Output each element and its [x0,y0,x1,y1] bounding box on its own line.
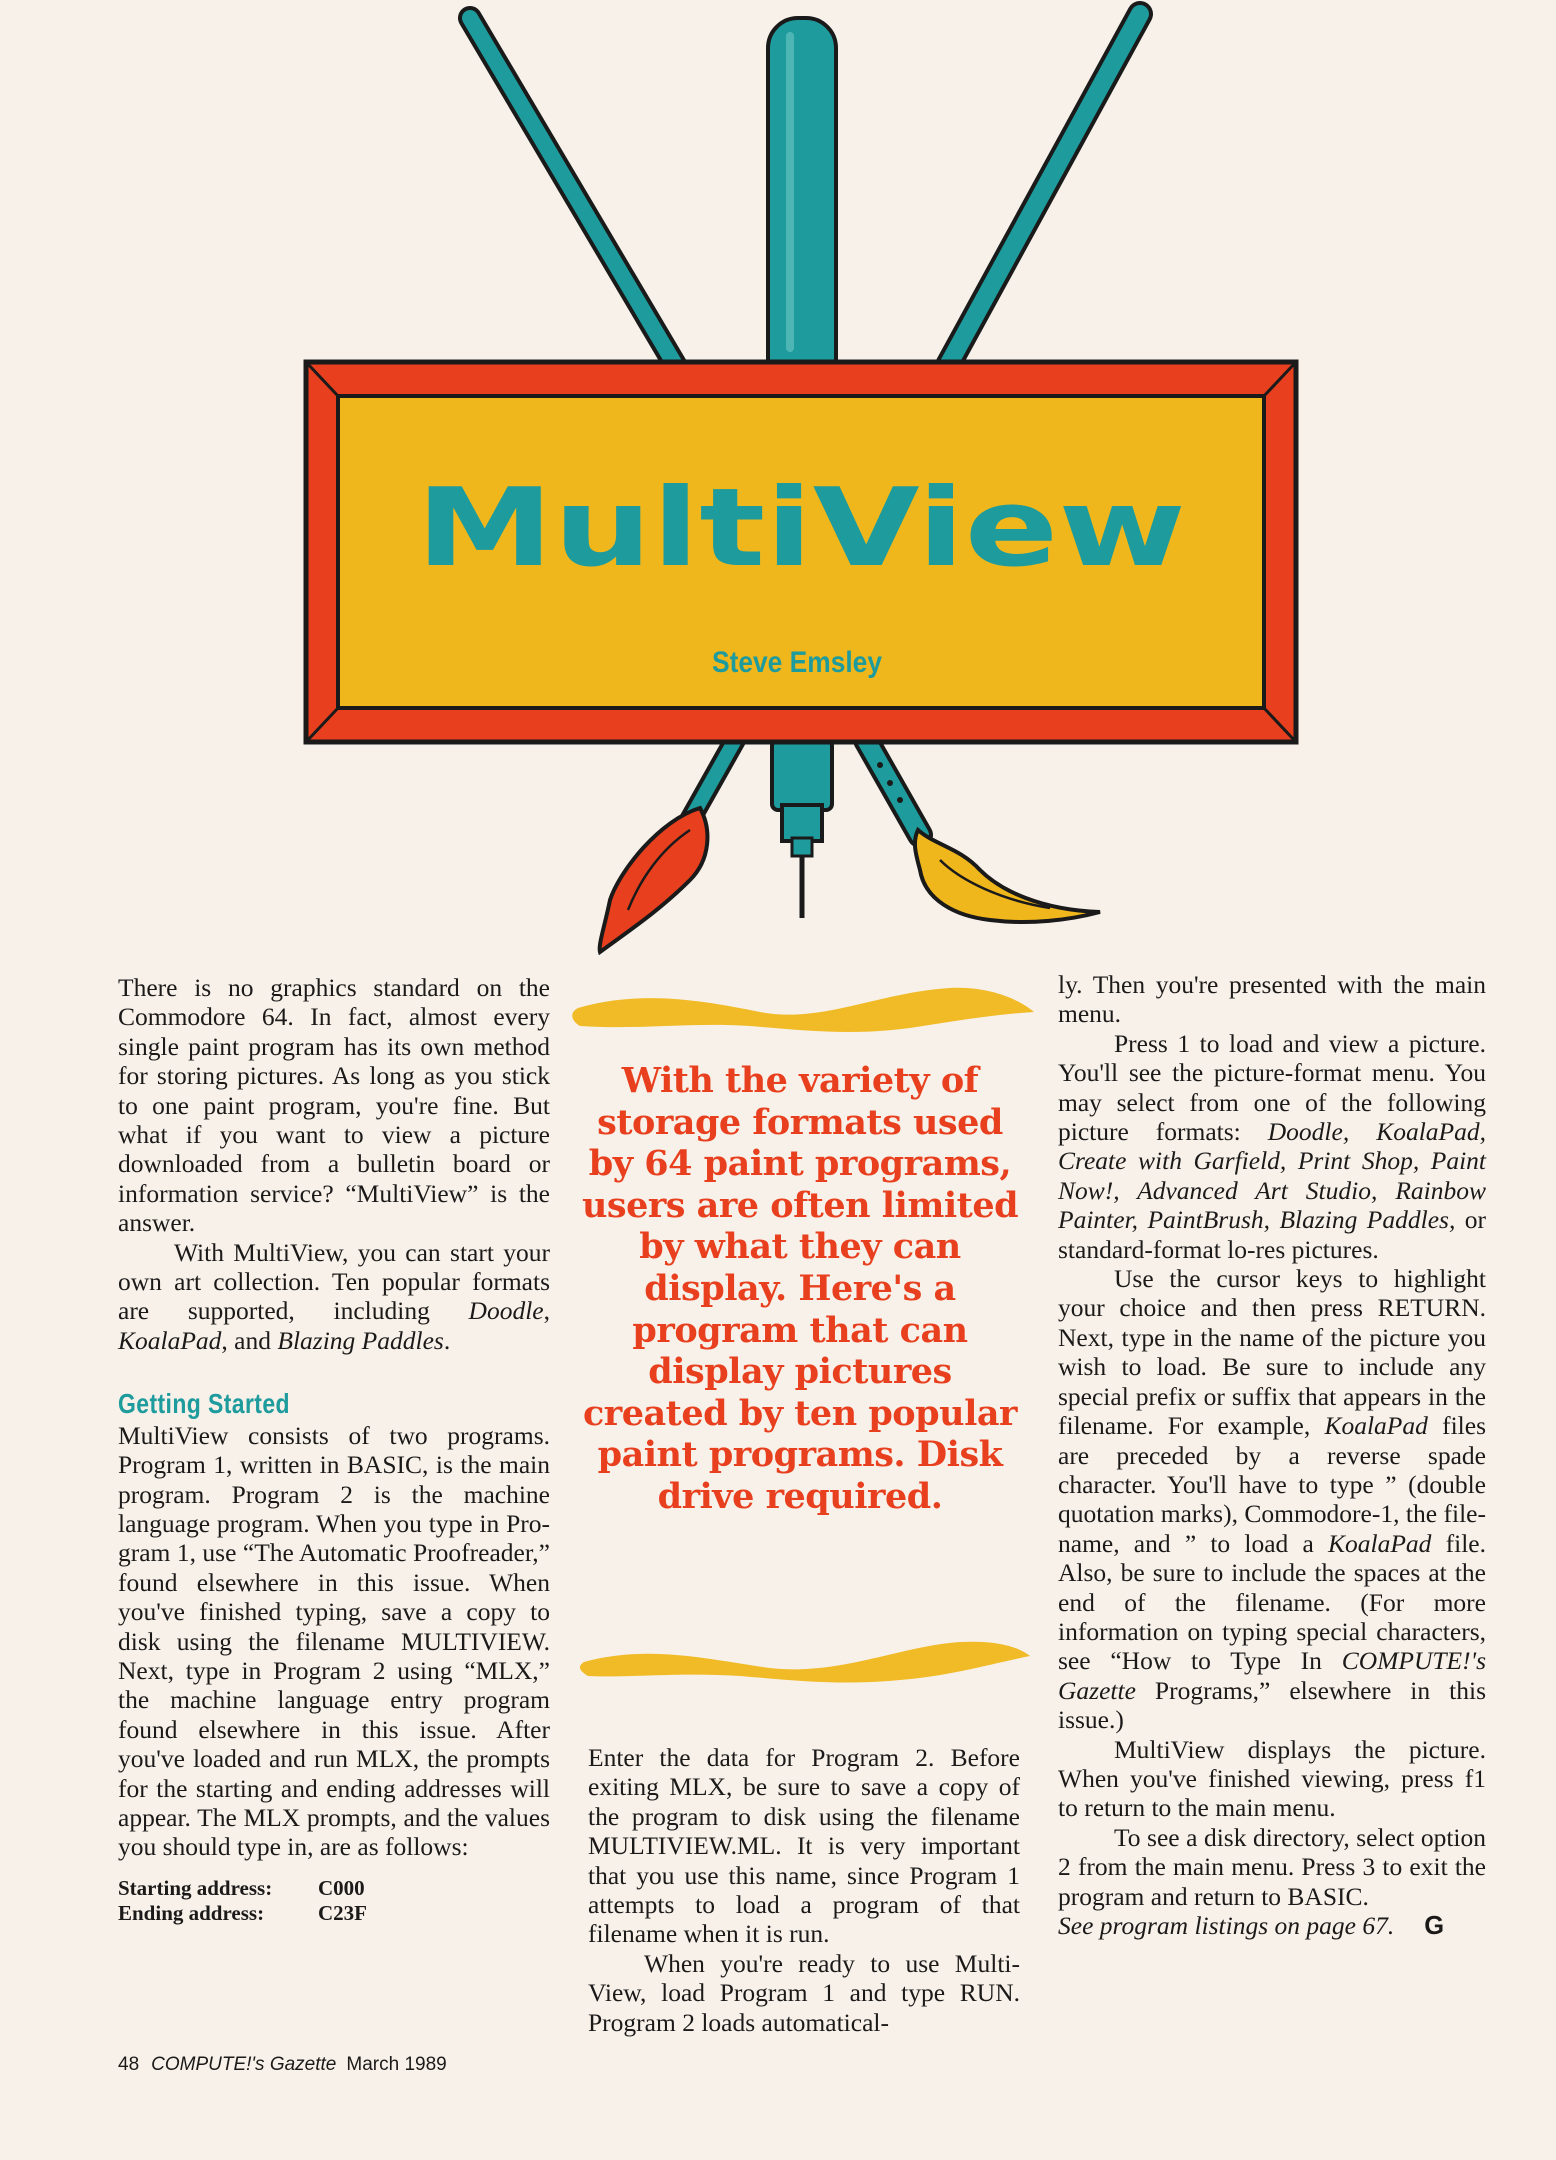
byline: Steve Emsley [712,646,883,679]
paragraph: Enter the data for Program 2. Before exiting MLX, be sure to save a copy of the program to disk using the filename MULTIVIEW.ML. It is very important that you use this name, since Program 1 attempts to load a program of that filename when it is run. [588,1743,1020,1949]
paragraph: With MultiView, you can start your own art collection. Ten popular formats are supported, including Doodle, KoalaPad, and Blazing Paddles. [118,1237,550,1355]
mlx-addresses: Starting address: C000 Ending address: C23F [118,1875,367,1925]
paragraph: MultiView consists of two programs. Program 1, written in BASIC, is the main program. Program 2 is the machine language program. When you type in Program 1, use “The Automatic Proofreader,” found elsewhere in this issue. When you've finished typing, save a copy to disk using the filename MULTIVIEW. Next, type in Program 2 using “MLX,” the machine language entry program found elsewhere in this issue. After you've loaded and run MLX, the prompts for the starting and ending addresses will appear. The MLX prompts, and the values you should type in, are as follows: [118,1420,550,1862]
brush-handle-icon [940,14,1140,380]
paintbrush-icon [600,740,735,952]
brush-stroke-icon [580,1642,1030,1683]
paragraph: There is no graphics standard on the Commodore 64. In fact, almost every single paint program has its own method for storing pictures. As long as you stick to one paint program, you're fine. But what if you want to view a picture downloaded from a bulletin board or information service? “MultiView” is the answer. [118,973,550,1238]
paragraph: Press 1 to load and view a picture. You'll see the picture-format menu. You may select from one of the following picture formats: Doodle, KoalaPad, Create with Garfield, Print Shop, Paint Now!, Advanced Art Studio, Rainbow Painter, PaintBrush, Blazing Paddles, or standard-format lo-res pictures. [1058,1028,1486,1264]
pen-handle-icon [768,18,836,398]
brush-stroke-icon [572,988,1034,1032]
technical-pen-nib-icon [772,740,832,918]
technical-pen-icon [470,18,690,390]
listing-reference: See program listings on page 67. G [1058,1911,1445,1940]
magazine-name: COMPUTE!'s Gazette [151,2054,337,2075]
section-subhead: Getting Started [118,1388,290,1420]
article-title: MultiView [416,466,1186,591]
column-left [118,973,550,1926]
issue-date: March 1989 [346,2054,447,2075]
column-right [1058,970,1486,1941]
paragraph: MultiView displays the picture. When you've finished viewing, press f1 to return to the main menu. [1058,1734,1486,1823]
paragraph: When you're ready to use MultiView, load Program 1 and type RUN. Program 2 loads automatical- [588,1948,1020,2037]
page-footer [118,2054,447,2076]
pull-quote: With the variety of storage formats used by 64 paint programs, users are often limited by what they can display. Here's a program that can display pictures created by ten popular paint programs. Disk drive required. [581,1060,1019,1517]
paragraph: ly. Then you're presented with the main menu. [1058,970,1486,1029]
end-mark: G [1424,1912,1445,1940]
paragraph: Use the cursor keys to highlight your choice and then press RETURN. Next, type in the name of the picture you wish to load. Be sure to include any special prefix or suffix that appears in the filename. For example, KoalaPad files are preceded by a reverse spade character. You'll have to type ” (double quotation marks), Commodore-1, the filename, and ” to load a KoalaPad file. Also, be sure to include the spaces at the end of the filename. (For more information on typing special characters, see “How to Type In COMPUTE!'s Gazette Programs,” elsewhere in this issue.) [1058,1264,1487,1735]
yellow-brush-icon [866,740,1100,922]
column-middle [588,1743,1020,2037]
paragraph: To see a disk directory, select option 2 from the main menu. Press 3 to exit the program and return to BASIC. [1058,1822,1486,1911]
page-number: 48 [118,2054,140,2075]
